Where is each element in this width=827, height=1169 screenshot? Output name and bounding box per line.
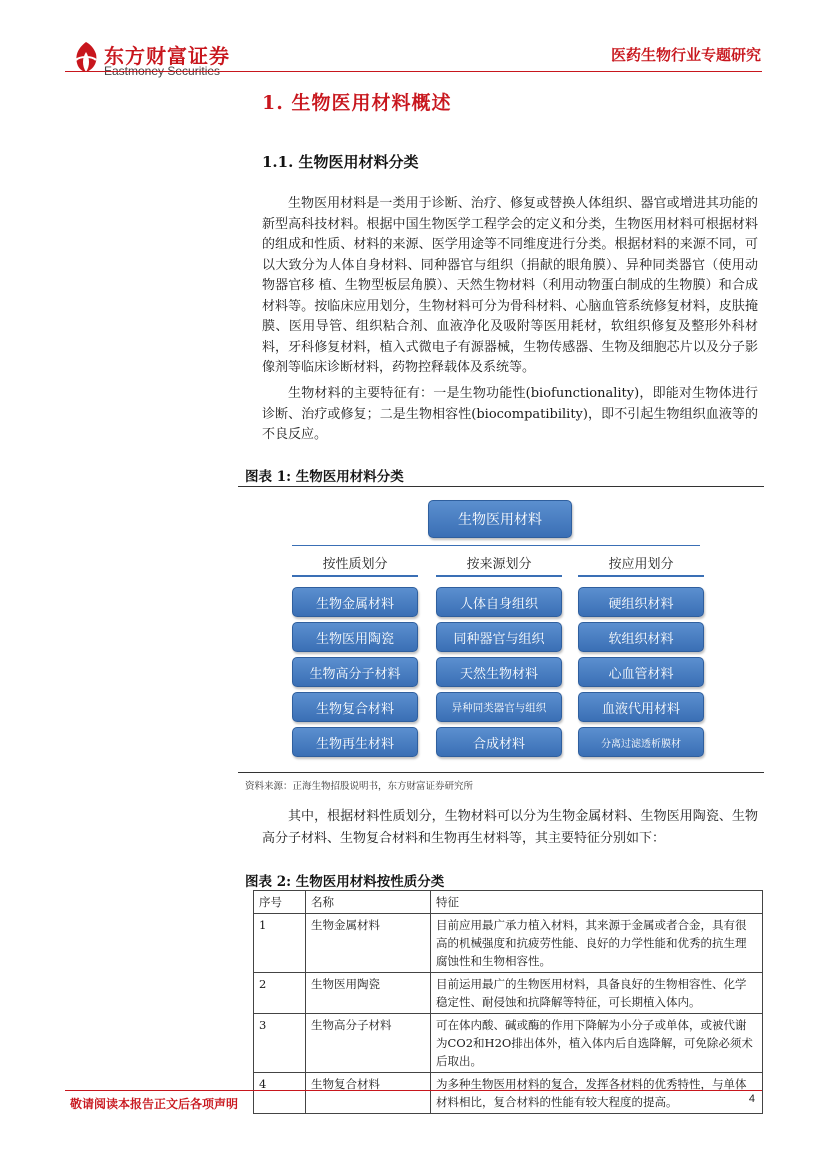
- page-number: 4: [748, 1093, 755, 1105]
- header-divider: [65, 71, 762, 72]
- table-cell: 生物医用陶瓷: [306, 973, 431, 1014]
- diagram-item: 同种器官与组织: [436, 622, 562, 652]
- diagram-item: 人体自身组织: [436, 587, 562, 617]
- diagram-item: 软组织材料: [578, 622, 704, 652]
- table-cell: 可在体内酸、碱或酶的作用下降解为小分子或单体，或被代谢为CO2和H2O排出体外，植入体内后自选降解，可免除必须术后取出。: [431, 1014, 763, 1073]
- diagram-item: 心血管材料: [578, 657, 704, 687]
- table-header-cell: 名称: [306, 891, 431, 914]
- diagram-item: 生物高分子材料: [292, 657, 418, 687]
- diagram-category-application: 按应用划分: [578, 553, 704, 577]
- company-logo: [70, 40, 240, 82]
- nature-intro-paragraph: 其中，根据材料性质划分，生物材料可以分为生物金属材料、生物医用陶瓷、生物高分子材料、生物复合材料和生物再生材料等，其主要特征分别如下：: [262, 809, 758, 846]
- logo-cn-text: 东方财富证券: [104, 44, 230, 68]
- table-header-row: [254, 891, 763, 914]
- table-cell: 2: [254, 973, 306, 1014]
- table-row: [254, 1014, 763, 1073]
- table-cell: 生物金属材料: [306, 914, 431, 973]
- diagram-connector: [292, 545, 700, 546]
- figure1-caption: 图表 1: 生物医用材料分类: [245, 469, 404, 485]
- figure1-bottom-rule: [238, 772, 764, 773]
- classification-diagram: [280, 495, 710, 760]
- figure1-top-rule: [238, 486, 764, 487]
- figure2-caption: 图表 2: 生物医用材料按性质分类: [245, 874, 445, 890]
- table-cell: 生物复合材料: [306, 1073, 431, 1114]
- diagram-item: 合成材料: [436, 727, 562, 757]
- nature-classification-table: [253, 890, 763, 1114]
- table-cell: 4: [254, 1073, 306, 1114]
- intro-paragraph: 生物医用材料是一类用于诊断、治疗、修复或替换人体组织、器官或增进其功能的新型高科技材料。根据中国生物医学工程学会的定义和分类，生物医用材料可根据材料的组成和性质、材料的来源、医学用途等不同维度进行分类。根据材料的来源不同，可以大致分为人体自身材料、同种器官与组织（捐献的眼角膜）、异种同类器官（使用动物器官移 植、生物型板层角膜）、天然生物材料（利用动物蛋白制成的生物膜）和合成材料等。按临床应用划分，生物材料可分为骨科材料、心脑血管系统修复材料，皮肤掩膜、医用导管、组织粘合剂、血液净化及吸附等医用耗材，软组织修复及整形外科材料，牙科修复材料，植入式微电子有源器械，生物传感器、生物及细胞芯片以及分子影像剂等临床诊断材料，药物控释载体及系统等。: [262, 196, 758, 375]
- logo-mark-icon: [70, 40, 102, 74]
- diagram-item: 天然生物材料: [436, 657, 562, 687]
- diagram-root-box: 生物医用材料: [428, 500, 572, 538]
- table-cell: 目前应用最广承力植入材料，其来源于金属或者合金，具有很高的机械强度和抗疲劳性能、良好的力学性能和优秀的抗生理腐蚀性和生物相容性。: [431, 914, 763, 973]
- diagram-item: 生物复合材料: [292, 692, 418, 722]
- footer-disclaimer: 敬请阅读本报告正文后各项声明: [70, 1097, 239, 1111]
- table-row: [254, 914, 763, 973]
- diagram-category-nature: 按性质划分: [292, 553, 418, 577]
- diagram-category-source: 按来源划分: [436, 553, 562, 577]
- table-header-cell: 特征: [431, 891, 763, 914]
- diagram-item: 血液代用材料: [578, 692, 704, 722]
- features-paragraph: 生物材料的主要特征有：一是生物功能性(biofunctionality)，即能对生物体进行诊断、治疗或修复；二是生物相容性(biocompatibility)，即不引起生物组织血液等的不良反应。: [262, 386, 758, 442]
- table-cell: 3: [254, 1014, 306, 1073]
- diagram-item: 生物金属材料: [292, 587, 418, 617]
- logo-en-text: Eastmoney Securities: [104, 64, 221, 78]
- diagram-item: 硬组织材料: [578, 587, 704, 617]
- table-row: [254, 1073, 763, 1114]
- figure1-source: 资料来源：正海生物招股说明书，东方财富证券研究所: [245, 781, 474, 792]
- report-type-title: 医药生物行业专题研究: [610, 46, 761, 64]
- subsection-heading: 1.1. 生物医用材料分类: [262, 153, 419, 171]
- section-heading: 1. 生物医用材料概述: [262, 92, 452, 114]
- diagram-item: 生物再生材料: [292, 727, 418, 757]
- table-header-cell: 序号: [254, 891, 306, 914]
- table-cell: 目前运用最广的生物医用材料，具备良好的生物相容性、化学稳定性、耐侵蚀和抗降解等特征，可长期植入体内。: [431, 973, 763, 1014]
- diagram-item: 生物医用陶瓷: [292, 622, 418, 652]
- diagram-item: 分离过滤透析膜材: [578, 727, 704, 757]
- table-cell: 1: [254, 914, 306, 973]
- diagram-item: 异种同类器官与组织: [436, 692, 562, 722]
- table-cell: 生物高分子材料: [306, 1014, 431, 1073]
- footer-divider: [65, 1090, 762, 1091]
- table-row: [254, 973, 763, 1014]
- table-cell: 为多种生物医用材料的复合，发挥各材料的优秀特性，与单体材料相比，复合材料的性能有较大程度的提高。: [431, 1073, 763, 1114]
